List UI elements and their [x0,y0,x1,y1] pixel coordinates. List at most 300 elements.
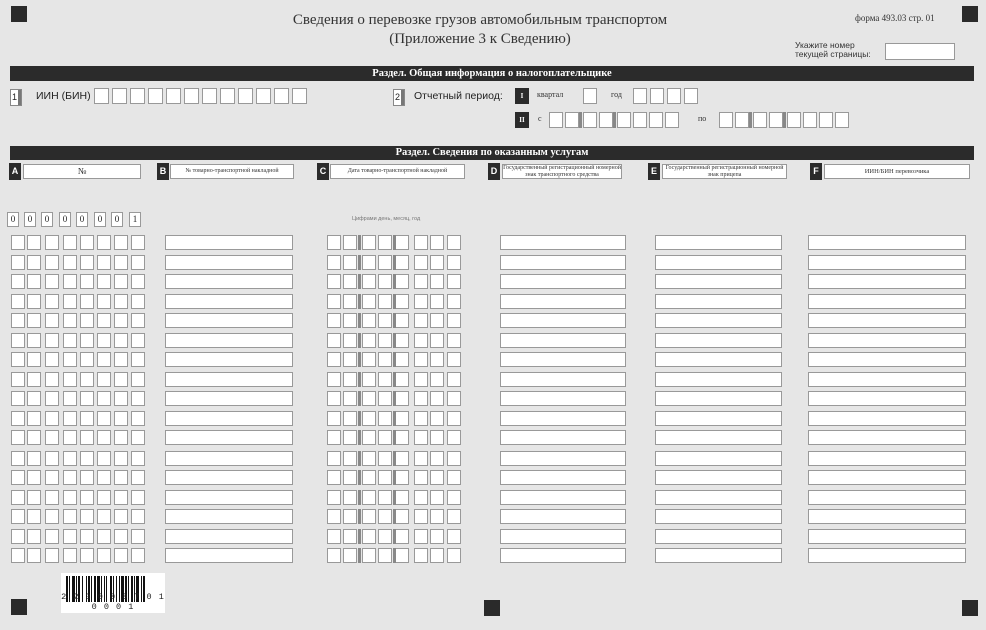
invoice-date-cell[interactable] [395,372,409,387]
row-number-cell[interactable] [80,509,94,524]
row-number-cell[interactable] [63,391,77,406]
row-number-cell[interactable] [27,255,41,270]
invoice-date-cell[interactable] [362,255,376,270]
invoice-date-cell[interactable] [395,451,409,466]
carrier-iin-input[interactable] [808,451,966,466]
invoice-date-cell[interactable] [395,490,409,505]
trailer-plate-input[interactable] [655,333,782,348]
carrier-iin-input[interactable] [808,313,966,328]
carrier-iin-input[interactable] [808,490,966,505]
iin-digit-cell[interactable] [256,88,271,104]
vehicle-plate-input[interactable] [500,352,626,367]
row-number-cell[interactable] [114,451,128,466]
invoice-date-cell[interactable] [395,391,409,406]
row-number-cell[interactable] [45,333,59,348]
invoice-date-cell[interactable] [414,333,428,348]
vehicle-plate-input[interactable] [500,548,626,563]
invoice-date-cell[interactable] [362,411,376,426]
iin-digit-cell[interactable] [292,88,307,104]
trailer-plate-input[interactable] [655,372,782,387]
invoice-date-cell[interactable] [378,294,392,309]
trailer-plate-input[interactable] [655,509,782,524]
invoice-date-cell[interactable] [378,333,392,348]
invoice-date-cell[interactable] [395,274,409,289]
row-number-cell[interactable] [11,235,25,250]
invoice-date-cell[interactable] [447,548,461,563]
row-number-cell[interactable] [97,372,111,387]
invoice-date-cell[interactable] [327,294,341,309]
trailer-plate-input[interactable] [655,548,782,563]
invoice-date-cell[interactable] [447,274,461,289]
invoice-date-cell[interactable] [327,352,341,367]
invoice-date-cell[interactable] [430,333,444,348]
to-date-digit-cell[interactable] [787,112,801,128]
invoice-date-cell[interactable] [378,313,392,328]
invoice-date-cell[interactable] [327,274,341,289]
invoice-date-cell[interactable] [378,430,392,445]
invoice-date-cell[interactable] [430,451,444,466]
row-number-cell[interactable] [114,391,128,406]
vehicle-plate-input[interactable] [500,372,626,387]
carrier-iin-input[interactable] [808,294,966,309]
row-number-cell[interactable] [97,294,111,309]
invoice-date-cell[interactable] [343,430,357,445]
invoice-date-cell[interactable] [327,430,341,445]
invoice-number-input[interactable] [165,294,293,309]
invoice-number-input[interactable] [165,411,293,426]
trailer-plate-input[interactable] [655,490,782,505]
carrier-iin-input[interactable] [808,235,966,250]
invoice-date-cell[interactable] [362,529,376,544]
invoice-date-cell[interactable] [430,509,444,524]
invoice-date-cell[interactable] [447,372,461,387]
row-number-cell[interactable] [80,391,94,406]
iin-digit-cell[interactable] [94,88,109,104]
row-number-cell[interactable] [45,430,59,445]
carrier-iin-input[interactable] [808,391,966,406]
row-number-cell[interactable] [131,255,145,270]
row-number-cell[interactable] [80,490,94,505]
invoice-date-cell[interactable] [378,529,392,544]
invoice-number-input[interactable] [165,430,293,445]
row-number-cell[interactable] [114,235,128,250]
invoice-date-cell[interactable] [447,411,461,426]
row-number-cell[interactable] [45,294,59,309]
row-number-cell[interactable] [27,352,41,367]
vehicle-plate-input[interactable] [500,274,626,289]
invoice-date-cell[interactable] [343,352,357,367]
invoice-date-cell[interactable] [327,470,341,485]
invoice-date-cell[interactable] [378,352,392,367]
trailer-plate-input[interactable] [655,274,782,289]
row-number-cell[interactable] [80,333,94,348]
invoice-date-cell[interactable] [447,352,461,367]
invoice-date-cell[interactable] [430,372,444,387]
invoice-date-cell[interactable] [362,391,376,406]
row-number-cell[interactable] [131,430,145,445]
row-number-cell[interactable] [27,294,41,309]
iin-digit-cell[interactable] [112,88,127,104]
row-number-cell[interactable] [80,274,94,289]
invoice-date-cell[interactable] [378,255,392,270]
invoice-date-cell[interactable] [395,548,409,563]
invoice-date-cell[interactable] [447,509,461,524]
row-number-cell[interactable] [27,509,41,524]
invoice-date-cell[interactable] [395,470,409,485]
row-number-cell[interactable] [27,391,41,406]
row-number-cell[interactable] [131,333,145,348]
row-number-cell[interactable] [97,313,111,328]
row-number-cell[interactable] [97,548,111,563]
row-number-cell[interactable] [63,451,77,466]
invoice-date-cell[interactable] [395,352,409,367]
row-number-cell[interactable] [131,235,145,250]
invoice-date-cell[interactable] [447,313,461,328]
row-number-cell[interactable] [11,470,25,485]
invoice-date-cell[interactable] [447,490,461,505]
from-date-digit-cell[interactable] [549,112,563,128]
invoice-date-cell[interactable] [362,470,376,485]
invoice-date-cell[interactable] [343,372,357,387]
invoice-number-input[interactable] [165,352,293,367]
row-number-cell[interactable] [131,490,145,505]
invoice-date-cell[interactable] [430,294,444,309]
row-number-cell[interactable] [27,490,41,505]
invoice-date-cell[interactable] [343,490,357,505]
invoice-date-cell[interactable] [327,313,341,328]
invoice-date-cell[interactable] [395,235,409,250]
invoice-date-cell[interactable] [343,411,357,426]
row-number-cell[interactable] [97,235,111,250]
invoice-date-cell[interactable] [430,548,444,563]
invoice-date-cell[interactable] [447,255,461,270]
invoice-date-cell[interactable] [362,333,376,348]
trailer-plate-input[interactable] [655,430,782,445]
trailer-plate-input[interactable] [655,529,782,544]
invoice-date-cell[interactable] [327,548,341,563]
invoice-number-input[interactable] [165,313,293,328]
row-number-cell[interactable] [11,313,25,328]
row-number-cell[interactable] [131,451,145,466]
invoice-date-cell[interactable] [447,235,461,250]
carrier-iin-input[interactable] [808,372,966,387]
row-number-cell[interactable] [97,509,111,524]
invoice-number-input[interactable] [165,274,293,289]
from-date-digit-cell[interactable] [665,112,679,128]
invoice-date-cell[interactable] [430,411,444,426]
row-number-cell[interactable] [27,411,41,426]
row-number-cell[interactable] [45,274,59,289]
row-number-cell[interactable] [131,391,145,406]
row-number-cell[interactable] [80,352,94,367]
invoice-date-cell[interactable] [378,451,392,466]
invoice-date-cell[interactable] [327,451,341,466]
invoice-date-cell[interactable] [362,451,376,466]
row-number-cell[interactable] [131,548,145,563]
row-number-cell[interactable] [11,255,25,270]
carrier-iin-input[interactable] [808,529,966,544]
row-number-cell[interactable] [27,235,41,250]
vehicle-plate-input[interactable] [500,391,626,406]
page-number-input[interactable] [885,43,955,60]
row-number-cell[interactable] [45,529,59,544]
iin-digit-cell[interactable] [274,88,289,104]
row-number-cell[interactable] [11,333,25,348]
invoice-date-cell[interactable] [327,509,341,524]
row-number-cell[interactable] [63,470,77,485]
invoice-date-cell[interactable] [362,352,376,367]
row-number-cell[interactable] [131,470,145,485]
vehicle-plate-input[interactable] [500,509,626,524]
invoice-date-cell[interactable] [327,529,341,544]
invoice-date-cell[interactable] [395,255,409,270]
row-number-cell[interactable] [27,313,41,328]
invoice-date-cell[interactable] [414,509,428,524]
invoice-date-cell[interactable] [414,255,428,270]
invoice-date-cell[interactable] [395,333,409,348]
trailer-plate-input[interactable] [655,235,782,250]
invoice-date-cell[interactable] [343,313,357,328]
invoice-date-cell[interactable] [378,235,392,250]
from-date-digit-cell[interactable] [583,112,597,128]
invoice-date-cell[interactable] [378,548,392,563]
row-number-cell[interactable] [45,548,59,563]
carrier-iin-input[interactable] [808,470,966,485]
invoice-date-cell[interactable] [362,548,376,563]
row-number-cell[interactable] [11,548,25,563]
iin-digit-cell[interactable] [148,88,163,104]
carrier-iin-input[interactable] [808,274,966,289]
row-number-cell[interactable] [131,529,145,544]
row-number-cell[interactable] [80,430,94,445]
invoice-number-input[interactable] [165,548,293,563]
row-number-cell[interactable] [114,274,128,289]
invoice-date-cell[interactable] [343,451,357,466]
trailer-plate-input[interactable] [655,451,782,466]
invoice-date-cell[interactable] [395,509,409,524]
from-date-digit-cell[interactable] [617,112,631,128]
row-number-cell[interactable] [131,372,145,387]
invoice-date-cell[interactable] [362,430,376,445]
invoice-date-cell[interactable] [327,333,341,348]
invoice-date-cell[interactable] [378,509,392,524]
invoice-number-input[interactable] [165,490,293,505]
invoice-number-input[interactable] [165,333,293,348]
vehicle-plate-input[interactable] [500,529,626,544]
row-number-cell[interactable] [63,490,77,505]
row-number-cell[interactable] [80,294,94,309]
invoice-date-cell[interactable] [362,294,376,309]
invoice-date-cell[interactable] [327,255,341,270]
row-number-cell[interactable] [45,470,59,485]
row-number-cell[interactable] [45,411,59,426]
invoice-date-cell[interactable] [414,490,428,505]
invoice-date-cell[interactable] [414,470,428,485]
row-number-cell[interactable] [97,430,111,445]
row-number-cell[interactable] [11,411,25,426]
invoice-number-input[interactable] [165,470,293,485]
row-number-cell[interactable] [114,313,128,328]
invoice-date-cell[interactable] [378,411,392,426]
row-number-cell[interactable] [63,548,77,563]
invoice-date-cell[interactable] [430,391,444,406]
iin-digit-cell[interactable] [166,88,181,104]
invoice-date-cell[interactable] [327,411,341,426]
row-number-cell[interactable] [27,274,41,289]
invoice-date-cell[interactable] [327,490,341,505]
invoice-date-cell[interactable] [362,372,376,387]
row-number-cell[interactable] [11,451,25,466]
invoice-date-cell[interactable] [414,313,428,328]
vehicle-plate-input[interactable] [500,430,626,445]
row-number-cell[interactable] [97,352,111,367]
row-number-cell[interactable] [97,411,111,426]
from-date-digit-cell[interactable] [649,112,663,128]
row-number-cell[interactable] [11,430,25,445]
year-digit-cell[interactable] [633,88,647,104]
row-number-cell[interactable] [11,490,25,505]
invoice-date-cell[interactable] [343,529,357,544]
invoice-date-cell[interactable] [327,372,341,387]
row-number-cell[interactable] [63,509,77,524]
row-number-cell[interactable] [131,313,145,328]
to-date-digit-cell[interactable] [835,112,849,128]
invoice-date-cell[interactable] [447,451,461,466]
row-number-cell[interactable] [80,313,94,328]
row-number-cell[interactable] [63,294,77,309]
trailer-plate-input[interactable] [655,391,782,406]
row-number-cell[interactable] [97,490,111,505]
row-number-cell[interactable] [80,470,94,485]
invoice-date-cell[interactable] [414,235,428,250]
to-date-digit-cell[interactable] [819,112,833,128]
invoice-date-cell[interactable] [343,391,357,406]
row-number-cell[interactable] [11,352,25,367]
row-number-cell[interactable] [63,235,77,250]
invoice-number-input[interactable] [165,235,293,250]
year-digit-cell[interactable] [650,88,664,104]
row-number-cell[interactable] [45,451,59,466]
vehicle-plate-input[interactable] [500,470,626,485]
trailer-plate-input[interactable] [655,470,782,485]
row-number-cell[interactable] [114,352,128,367]
to-date-digit-cell[interactable] [719,112,733,128]
row-number-cell[interactable] [114,255,128,270]
invoice-date-cell[interactable] [378,391,392,406]
invoice-date-cell[interactable] [378,490,392,505]
row-number-cell[interactable] [97,255,111,270]
invoice-date-cell[interactable] [430,235,444,250]
invoice-date-cell[interactable] [447,294,461,309]
carrier-iin-input[interactable] [808,509,966,524]
invoice-date-cell[interactable] [343,470,357,485]
row-number-cell[interactable] [114,372,128,387]
row-number-cell[interactable] [80,411,94,426]
row-number-cell[interactable] [97,391,111,406]
invoice-date-cell[interactable] [430,430,444,445]
row-number-cell[interactable] [80,372,94,387]
row-number-cell[interactable] [131,294,145,309]
to-date-digit-cell[interactable] [753,112,767,128]
row-number-cell[interactable] [45,313,59,328]
row-number-cell[interactable] [131,274,145,289]
vehicle-plate-input[interactable] [500,490,626,505]
invoice-date-cell[interactable] [362,274,376,289]
trailer-plate-input[interactable] [655,352,782,367]
row-number-cell[interactable] [27,372,41,387]
row-number-cell[interactable] [97,529,111,544]
invoice-date-cell[interactable] [430,529,444,544]
invoice-date-cell[interactable] [395,529,409,544]
row-number-cell[interactable] [63,274,77,289]
vehicle-plate-input[interactable] [500,294,626,309]
row-number-cell[interactable] [27,451,41,466]
vehicle-plate-input[interactable] [500,411,626,426]
row-number-cell[interactable] [114,509,128,524]
row-number-cell[interactable] [97,470,111,485]
row-number-cell[interactable] [97,451,111,466]
row-number-cell[interactable] [11,509,25,524]
year-digit-cell[interactable] [667,88,681,104]
invoice-number-input[interactable] [165,451,293,466]
to-date-digit-cell[interactable] [803,112,817,128]
row-number-cell[interactable] [11,294,25,309]
row-number-cell[interactable] [80,235,94,250]
iin-digit-cell[interactable] [184,88,199,104]
trailer-plate-input[interactable] [655,411,782,426]
invoice-date-cell[interactable] [327,391,341,406]
invoice-date-cell[interactable] [414,411,428,426]
row-number-cell[interactable] [45,372,59,387]
row-number-cell[interactable] [27,430,41,445]
to-date-digit-cell[interactable] [735,112,749,128]
vehicle-plate-input[interactable] [500,451,626,466]
row-number-cell[interactable] [45,490,59,505]
invoice-date-cell[interactable] [447,470,461,485]
vehicle-plate-input[interactable] [500,333,626,348]
row-number-cell[interactable] [80,529,94,544]
invoice-number-input[interactable] [165,391,293,406]
row-number-cell[interactable] [114,430,128,445]
trailer-plate-input[interactable] [655,313,782,328]
trailer-plate-input[interactable] [655,294,782,309]
carrier-iin-input[interactable] [808,411,966,426]
invoice-date-cell[interactable] [430,255,444,270]
row-number-cell[interactable] [27,548,41,563]
row-number-cell[interactable] [27,333,41,348]
row-number-cell[interactable] [114,294,128,309]
invoice-date-cell[interactable] [395,294,409,309]
row-number-cell[interactable] [11,372,25,387]
invoice-date-cell[interactable] [395,411,409,426]
invoice-date-cell[interactable] [414,529,428,544]
from-date-digit-cell[interactable] [599,112,613,128]
row-number-cell[interactable] [80,451,94,466]
row-number-cell[interactable] [97,333,111,348]
invoice-date-cell[interactable] [378,372,392,387]
invoice-date-cell[interactable] [414,372,428,387]
invoice-number-input[interactable] [165,529,293,544]
invoice-date-cell[interactable] [414,294,428,309]
invoice-date-cell[interactable] [362,235,376,250]
invoice-date-cell[interactable] [414,548,428,563]
row-number-cell[interactable] [80,255,94,270]
invoice-date-cell[interactable] [343,294,357,309]
row-number-cell[interactable] [63,352,77,367]
row-number-cell[interactable] [131,352,145,367]
from-date-digit-cell[interactable] [565,112,579,128]
row-number-cell[interactable] [45,509,59,524]
